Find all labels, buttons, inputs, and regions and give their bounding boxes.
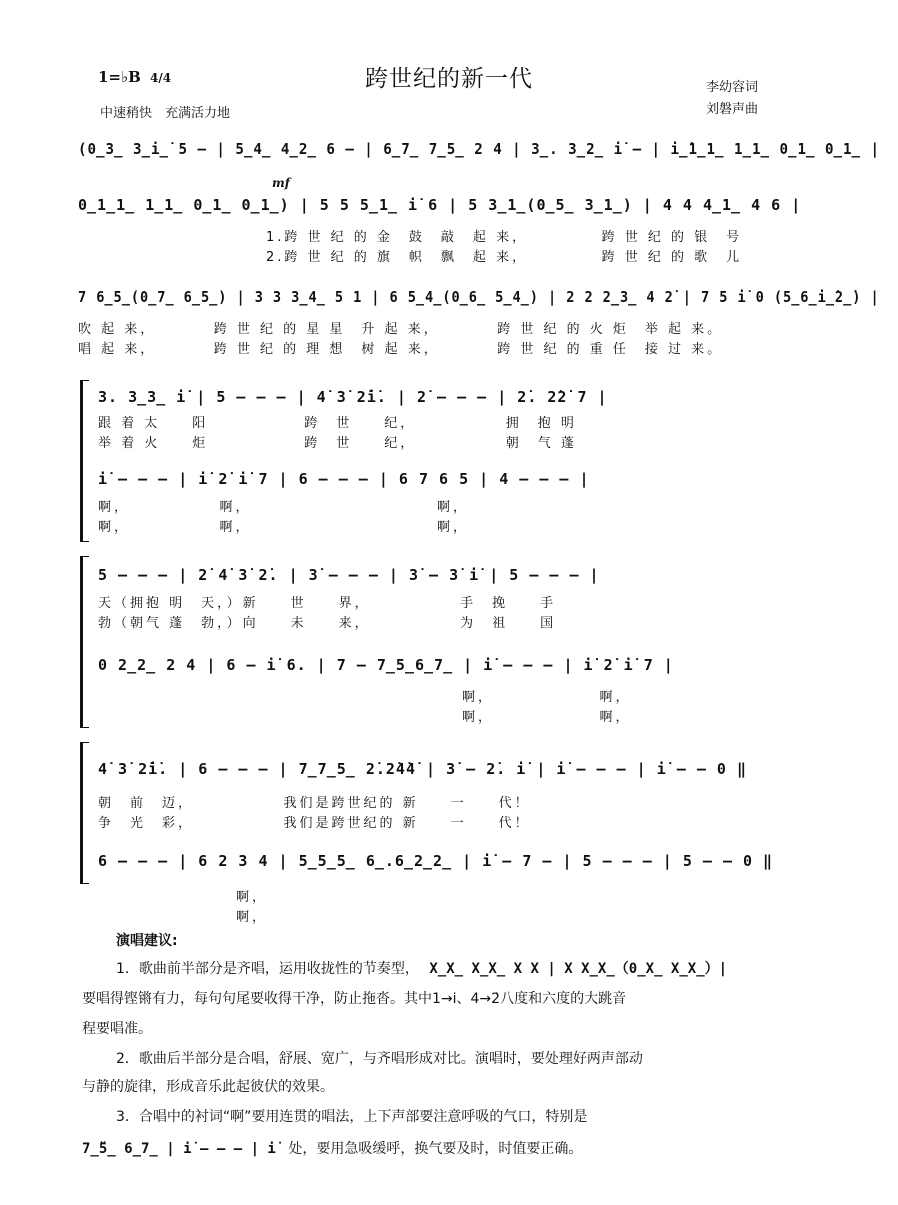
rhythm-pattern: X̲X̲ X̲X̲ X X | X X̲X̲（0̲X̲ X̲X̲）|: [429, 961, 728, 977]
score-line-3: 7 6̲5̲(0̲7̲ 6̲5̲) | 3 3 3̲4̲ 5 1 | 6 5̲4̲(0̲6̲ 5̲4̲) | 2 2 2̲3̲ 4 2̇ | 7 5 i̇ 0 (5̲6̲i̲̇2̲̇) |: [78, 288, 880, 306]
score-line-1: (0̲3̲ 3̲i̲̇ 5 – | 5̲4̲ 4̲2̲ 6 – | 6̲7̲ 7̲5̲ 2 4 | 3̲. 3̲2̲ i̇ – | i̲̇1̲1̲ 1̲1̲ 0̲1̲ 0̲1̲ |: [78, 140, 881, 158]
dynamic-mark: mf: [272, 176, 290, 190]
breath-example: 7̲̌5̲ 6̲7̲ | i̇ – – – | i̇: [82, 1141, 276, 1157]
line3-lyrics-verse2: 唱 起 来， 跨 世 纪 的 理 想 树 起 来， 跨 世 纪 的 重 任 接 过 来。: [78, 342, 724, 357]
system2-upper-voice: 5 – – – | 2̇ 4̇ 3̇ 2̇. | 3̇ – – – | 3̇ – 3̇ i̇ | 5 – – – |: [98, 566, 600, 584]
time-signature: 4/4: [150, 71, 172, 85]
system3-upper-lyrics-2: 争 光 彩， 我们是跨世纪的 新 一 代！: [98, 816, 531, 831]
composer-credit: 刘磐声曲: [706, 102, 759, 117]
system2-lower-lyrics-1: 啊， 啊，: [462, 690, 632, 705]
system2-lower-voice: 0 2̲2̲ 2 4 | 6 – i̇ 6. | 7 – 7̲5̲6̲7̲ | i̇ – – – | i̇ 2̇ i̇ 7 |: [98, 656, 674, 674]
note-1-text-a: 1．歌曲前半部分是齐唱，运用收拢性的节奏型，: [116, 961, 419, 977]
system1-upper-lyrics-1: 跟 着 太 阳 跨 世 纪， 拥 抱 明: [98, 416, 577, 431]
line3-lyrics-verse1: 吹 起 来， 跨 世 纪 的 星 星 升 起 来， 跨 世 纪 的 火 炬 举 起 来。: [78, 322, 724, 337]
note-3-line-b: [82, 1134, 582, 1164]
system2-upper-lyrics-2: 勃（朝气 蓬 勃，）向 未 来， 为 祖 国: [98, 616, 557, 631]
system1-lower-voice: i̇ – – – | i̇ 2̇ i̇ 7 | 6 – – – | 6 7 6 5 | 4 – – – |: [98, 470, 590, 488]
key-signature: 1=♭B 4/4: [98, 68, 172, 86]
line2-lyrics-verse1: 1.跨 世 纪 的 金 鼓 敲 起 来， 跨 世 纪 的 银 号: [266, 230, 743, 245]
system3-lower-lyrics-2: 啊，: [236, 910, 269, 925]
notes-heading: 演唱建议:: [116, 933, 178, 949]
system3-lower-lyrics-1: 啊，: [236, 890, 269, 905]
system1-upper-lyrics-2: 举 着 火 炬 跨 世 纪， 朝 气 蓬: [98, 436, 577, 451]
note-2-line-a: 2．歌曲后半部分是合唱，舒展、宽广，与齐唱形成对比。演唱时，要处理好两声部动: [116, 1051, 643, 1067]
line2-lyrics-verse2: 2.跨 世 纪 的 旗 帜 飘 起 来， 跨 世 纪 的 歌 儿: [266, 250, 743, 265]
note-1-line-b: 要唱得铿锵有力，每句句尾要收得干净，防止拖沓。其中1→i̇、4→2̇八度和六度的大跳音: [82, 991, 627, 1007]
score-line-2: 0̲1̲1̲ 1̲1̲ 0̲1̲ 0̲1̲) | 5 5 5̲1̲ i̇ 6 | 5 3̲1̲(0̲5̲ 3̲1̲) | 4 4 4̲1̲ 4 6 |: [78, 196, 802, 214]
song-title: 跨世纪的新一代: [365, 66, 533, 92]
system3-upper-lyrics-1: 朝 前 迈， 我们是跨世纪的 新 一 代！: [98, 796, 531, 811]
note-3-text-b: 处，要用急吸缓呼，换气要及时，时值要正确。: [288, 1141, 583, 1157]
lyricist-credit: 李幼容词: [706, 80, 759, 95]
system2-lower-lyrics-2: 啊， 啊，: [462, 710, 632, 725]
tempo-marking: 中速稍快 充满活力地: [100, 106, 231, 121]
system1-lower-lyrics-1: 啊， 啊， 啊，: [98, 500, 470, 515]
system-bracket-3: [80, 742, 89, 884]
note-3-line-a: 3．合唱中的衬词“啊”要用连贯的唱法，上下声部要注意呼吸的气口，特别是: [116, 1109, 588, 1125]
system2-upper-lyrics-1: 天（拥抱 明 天，）新 世 界， 手 挽 手: [98, 596, 557, 611]
system-bracket-2: [80, 556, 89, 728]
system3-lower-voice: 6 – – – | 6 2 3 4 | 5̲5̲5̲ 6̲.6̲2̲2̲ | i̇ – 7 – | 5 – – – | 5 – – 0 ‖: [98, 852, 774, 870]
note-2-line-b: 与静的旋律，形成音乐此起彼伏的效果。: [82, 1079, 334, 1095]
system1-lower-lyrics-2: 啊， 啊， 啊，: [98, 520, 470, 535]
system3-upper-voice: 4̇ 3̇ 2̇i̇. | 6 – – – | 7̲7̲5̲ 2̇.2̇4̇4̇ | 3̇ – 2̇. i̇ | i̇ – – – | i̇ – – 0 ‖: [98, 760, 747, 778]
system1-upper-voice: 3. 3̲3̲ i̇ | 5 – – – | 4̇ 3̇ 2̇i̇. | 2̇ – – – | 2̇. 2̇2̇ 7 |: [98, 388, 608, 406]
note-1-line-a: [116, 954, 727, 984]
note-1-line-c: 程要唱准。: [82, 1021, 152, 1037]
system-bracket-1: [80, 380, 89, 542]
